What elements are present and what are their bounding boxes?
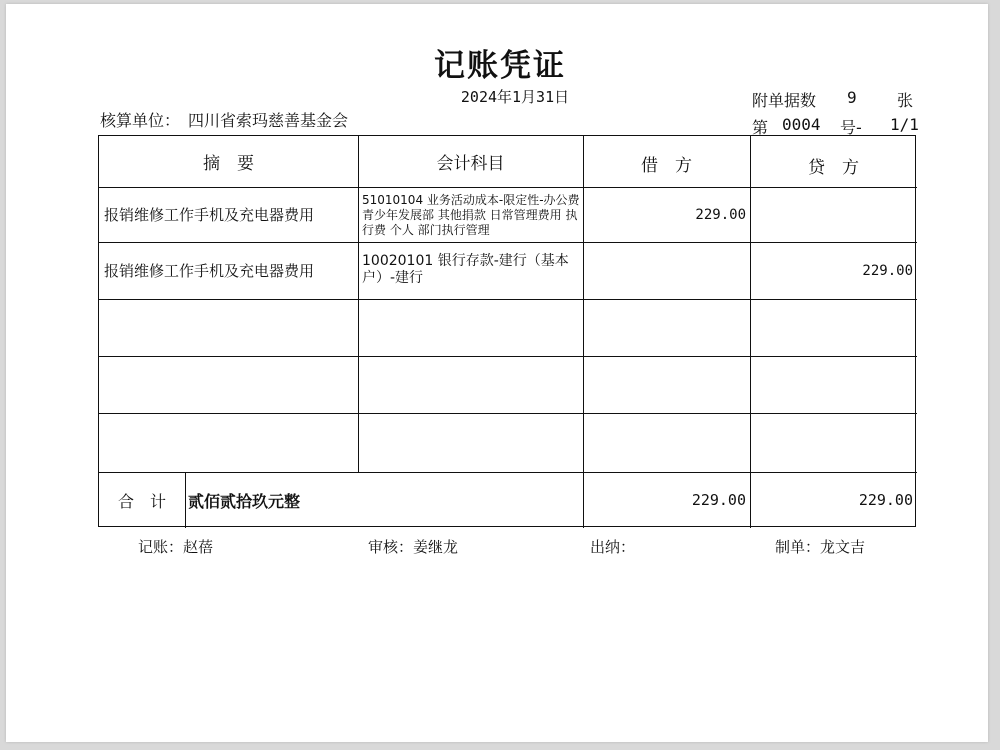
total-amount-words: 贰佰贰拾玖元整 xyxy=(188,491,301,511)
header-summary: 摘 要 xyxy=(203,154,254,174)
voucher-page: 1/1 xyxy=(890,115,919,134)
total-label: 合 计 xyxy=(117,491,166,511)
voucher-number-suffix: 号- xyxy=(840,118,862,137)
bookkeeper-name: 赵蓓 xyxy=(183,538,214,556)
header-debit: 借 方 xyxy=(641,156,692,176)
voucher-number-prefix: 第 xyxy=(752,118,769,137)
row1-summary: 报销维修工作手机及充电器费用 xyxy=(104,206,315,224)
row2-debit xyxy=(583,242,750,299)
reviewer-label: 审核： xyxy=(368,538,414,556)
total-debit: 229.00 xyxy=(691,491,746,509)
row2-credit: 229.00 xyxy=(862,262,913,279)
accounting-unit-name: 四川省索玛慈善基金会 xyxy=(188,111,349,130)
signature-reviewer xyxy=(368,536,458,557)
row1-debit: 229.00 xyxy=(695,206,746,223)
accounting-unit xyxy=(100,108,348,131)
voucher-table xyxy=(98,135,916,527)
row-divider xyxy=(99,413,917,414)
bookkeeper-label: 记账： xyxy=(138,538,184,556)
voucher-date: 2024年1月31日 xyxy=(460,88,570,106)
attachments xyxy=(752,88,914,111)
preparer-name: 龙文吉 xyxy=(820,538,866,556)
attachments-unit: 张 xyxy=(897,91,914,110)
row2-account: 10020101 银行存款-建行（基本户）-建行 xyxy=(362,253,569,286)
row1-credit xyxy=(750,187,917,242)
row2-summary: 报销维修工作手机及充电器费用 xyxy=(104,262,315,280)
signature-preparer xyxy=(775,536,865,557)
voucher-title: 记账凭证 xyxy=(434,48,566,84)
signature-bookkeeper xyxy=(138,536,213,557)
preparer-label: 制单： xyxy=(775,538,821,556)
attachments-count: 9 xyxy=(847,88,857,107)
accounting-unit-label: 核算单位： xyxy=(100,111,181,130)
total-credit: 229.00 xyxy=(858,491,913,509)
voucher-number-value: 0004 xyxy=(782,115,821,134)
row-divider xyxy=(99,299,917,300)
row1-account: 51010104 业务活动成本-限定性-办公费 青少年发展部 其他捐款 日常管理费用 执行费 个人 部门执行管理 xyxy=(362,193,580,237)
cashier-label: 出纳： xyxy=(590,538,636,556)
header-credit: 贷 方 xyxy=(808,158,859,178)
reviewer-name: 姜继龙 xyxy=(413,538,459,556)
row-divider xyxy=(99,356,917,357)
attachments-label: 附单据数 xyxy=(752,91,817,110)
signature-cashier xyxy=(590,536,635,557)
header-account: 会计科目 xyxy=(436,154,505,174)
